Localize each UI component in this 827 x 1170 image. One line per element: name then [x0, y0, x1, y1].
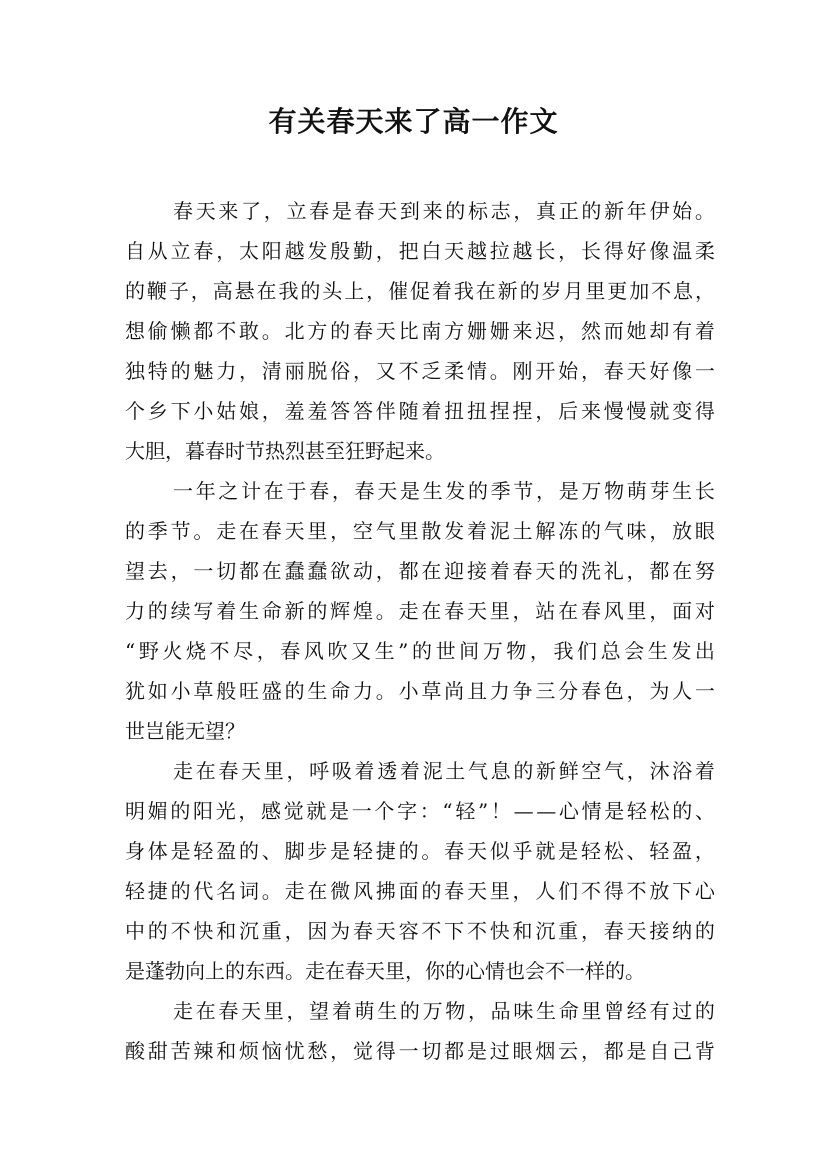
document-body	[125, 191, 715, 1071]
text-line: 明 媚 的 阳 光 ， 感 觉 就 是 一 个 字 ： “ 轻 ” ！ — — 心 情 是 轻 松 的 、	[125, 799, 715, 823]
text-line: 犹 如 小 草 般 旺 盛 的 生 命 力 。 小 草 尚 且 力 争 三 分 春 色 ， 为 人 一	[125, 679, 715, 703]
text-line: 是蓬勃向上的东西。走在春天里，你的心情也会不一样的。	[125, 959, 645, 983]
text-line: 一 年 之 计 在 于 春 ， 春 天 是 生 发 的 季 节 ， 是 万 物 萌 芽 生 长	[173, 479, 715, 503]
text-line: 的 鞭 子 ， 高 悬 在 我 的 头 上 ， 催 促 着 我 在 新 的 岁 月 里 更 加 不 息 ，	[125, 279, 715, 303]
text-line: 独 特 的 魅 力 ， 清 丽 脱 俗 ， 又 不 乏 柔 情 。 刚 开 始 ， 春 天 好 像 一	[125, 359, 715, 383]
text-line: 走 在 春 天 里 ， 望 着 萌 生 的 万 物 ， 品 味 生 命 里 曾 经 有 过 的	[173, 999, 715, 1023]
text-line: 走 在 春 天 里 ， 呼 吸 着 透 着 泥 土 气 息 的 新 鲜 空 气 ， 沐 浴 着	[173, 759, 715, 783]
text-line: “ 野 火 烧 不 尽 ， 春 风 吹 又 生 ” 的 世 间 万 物 ， 我 们 总 会 生 发 出	[125, 639, 715, 663]
text-line: 力 的 续 写 着 生 命 新 的 辉 煌 。 走 在 春 天 里 ， 站 在 春 风 里 ， 面 对	[125, 599, 715, 623]
text-line: 自 从 立 春 ， 太 阳 越 发 殷 勤 ， 把 白 天 越 拉 越 长 ， 长 得 好 像 温 柔	[125, 239, 715, 263]
text-line: 大胆，暮春时节热烈甚至狂野起来。	[125, 439, 445, 463]
text-line: 中 的 不 快 和 沉 重 ， 因 为 春 天 容 不 下 不 快 和 沉 重 ， 春 天 接 纳 的	[125, 919, 715, 943]
text-line: 想 偷 懒 都 不 敢 。 北 方 的 春 天 比 南 方 姗 姗 来 迟 ， 然 而 她 却 有 着	[125, 319, 715, 343]
text-line: 身 体 是 轻 盈 的 、 脚 步 是 轻 捷 的 。 春 天 似 乎 就 是 轻 松 、 轻 盈 ，	[125, 839, 715, 863]
document-title: 有关春天来了高一作文	[268, 105, 559, 138]
text-line: 世岂能无望？	[125, 719, 245, 743]
text-line: 的 季 节 。 走 在 春 天 里 ， 空 气 里 散 发 着 泥 土 解 冻 的 气 味 ， 放 眼	[125, 519, 715, 543]
text-line: 个 乡 下 小 姑 娘 ， 羞 羞 答 答 伴 随 着 扭 扭 捏 捏 ， 后 来 慢 慢 就 变 得	[125, 399, 715, 423]
text-line: 春 天 来 了 ， 立 春 是 春 天 到 来 的 标 志 ， 真 正 的 新 年 伊 始 。	[173, 199, 715, 223]
text-line: 酸 甜 苦 辣 和 烦 恼 忧 愁 ， 觉 得 一 切 都 是 过 眼 烟 云 ， 都 是 自 己 背	[125, 1039, 715, 1063]
text-line: 轻 捷 的 代 名 词 。 走 在 微 风 拂 面 的 春 天 里 ， 人 们 不 得 不 放 下 心	[125, 879, 715, 903]
text-line: 望 去 ， 一 切 都 在 蠢 蠢 欲 动 ， 都 在 迎 接 着 春 天 的 洗 礼 ， 都 在 努	[125, 559, 715, 583]
